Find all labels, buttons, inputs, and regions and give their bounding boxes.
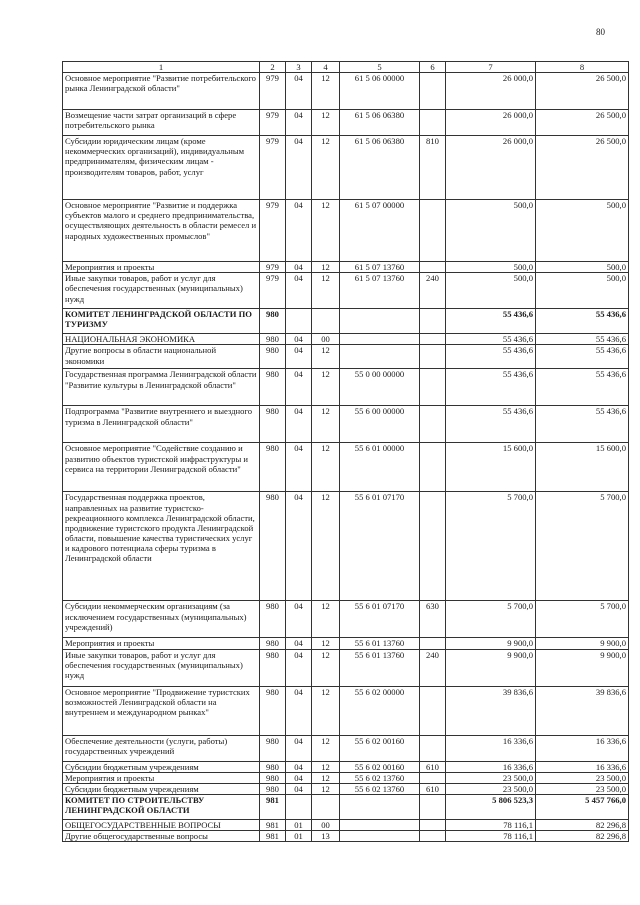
cell-expense xyxy=(420,345,446,369)
cell-section: 04 xyxy=(286,601,312,638)
cell-year2: 55 436,6 xyxy=(536,334,629,345)
budget-table xyxy=(62,61,629,842)
cell-year1: 16 336,6 xyxy=(446,761,536,772)
cell-name: Возмещение части затрат организаций в сфере потребительского рынка xyxy=(63,110,260,136)
table-row xyxy=(63,649,629,686)
cell-target: 55 6 02 00000 xyxy=(340,686,420,735)
cell-code: 980 xyxy=(260,443,286,492)
cell-year2: 26 500,0 xyxy=(536,136,629,200)
cell-name: НАЦИОНАЛЬНАЯ ЭКОНОМИКА xyxy=(63,334,260,345)
cell-subsection: 12 xyxy=(312,73,340,110)
cell-target: 61 5 06 06380 xyxy=(340,136,420,200)
header-row xyxy=(63,62,629,73)
table-row xyxy=(63,406,629,443)
table-row xyxy=(63,831,629,842)
cell-name: Государственная программа Ленинградской области "Развитие культуры в Ленинградской области" xyxy=(63,369,260,406)
table-row xyxy=(63,772,629,783)
cell-expense: 610 xyxy=(420,783,446,794)
cell-year1: 9 900,0 xyxy=(446,649,536,686)
cell-year1: 500,0 xyxy=(446,262,536,273)
table-row xyxy=(63,783,629,794)
cell-year2: 5 457 766,0 xyxy=(536,794,629,819)
cell-name: Мероприятия и проекты xyxy=(63,772,260,783)
cell-name: Государственная поддержка проектов, направленных на развитие туристско-рекреационного комплекса Ленинградской области, продвижение туристского продукта Ленинградской области, повышение качества туристических услуг и кадрового потенциала сферы туризма в Ленинградской области xyxy=(63,492,260,601)
cell-name: КОМИТЕТ ПО СТРОИТЕЛЬСТВУ ЛЕНИНГРАДСКОЙ ОБЛАСТИ xyxy=(63,794,260,819)
cell-expense xyxy=(420,794,446,819)
cell-code: 980 xyxy=(260,638,286,649)
cell-section: 04 xyxy=(286,649,312,686)
cell-subsection: 12 xyxy=(312,735,340,761)
cell-year1: 78 116,1 xyxy=(446,819,536,830)
cell-expense: 240 xyxy=(420,273,446,309)
cell-year1: 500,0 xyxy=(446,273,536,309)
cell-subsection: 00 xyxy=(312,819,340,830)
cell-expense xyxy=(420,369,446,406)
cell-subsection: 12 xyxy=(312,369,340,406)
cell-expense xyxy=(420,831,446,842)
cell-expense xyxy=(420,492,446,601)
cell-target: 55 6 00 00000 xyxy=(340,406,420,443)
cell-target: 55 6 01 07170 xyxy=(340,492,420,601)
table-body xyxy=(63,73,629,842)
cell-year1: 23 500,0 xyxy=(446,772,536,783)
cell-section: 04 xyxy=(286,369,312,406)
cell-expense xyxy=(420,334,446,345)
cell-name: ОБЩЕГОСУДАРСТВЕННЫЕ ВОПРОСЫ xyxy=(63,819,260,830)
cell-target: 55 6 01 00000 xyxy=(340,443,420,492)
cell-expense xyxy=(420,819,446,830)
cell-name: Обеспечение деятельности (услуги, работы) государственных учреждений xyxy=(63,735,260,761)
cell-target: 55 6 02 13760 xyxy=(340,772,420,783)
header-cell-year1: 7 xyxy=(446,62,536,73)
cell-name: Иные закупки товаров, работ и услуг для обеспечения государственных (муниципальных) нужд xyxy=(63,273,260,309)
cell-target: 61 5 07 00000 xyxy=(340,200,420,262)
cell-section: 04 xyxy=(286,443,312,492)
cell-code: 981 xyxy=(260,794,286,819)
cell-expense xyxy=(420,309,446,334)
cell-year2: 23 500,0 xyxy=(536,772,629,783)
cell-target xyxy=(340,819,420,830)
cell-target: 55 6 02 00160 xyxy=(340,761,420,772)
cell-code: 981 xyxy=(260,831,286,842)
table-row xyxy=(63,345,629,369)
cell-subsection: 12 xyxy=(312,649,340,686)
cell-code: 980 xyxy=(260,601,286,638)
cell-year1: 55 436,6 xyxy=(446,309,536,334)
cell-year2: 55 436,6 xyxy=(536,345,629,369)
cell-section: 04 xyxy=(286,735,312,761)
cell-subsection: 12 xyxy=(312,601,340,638)
cell-section: 04 xyxy=(286,110,312,136)
cell-name: Субсидии бюджетным учреждениям xyxy=(63,783,260,794)
cell-year1: 55 436,6 xyxy=(446,369,536,406)
cell-name: Субсидии бюджетным учреждениям xyxy=(63,761,260,772)
table-row xyxy=(63,443,629,492)
cell-name: Подпрограмма "Развитие внутреннего и выездного туризма в Ленинградской области" xyxy=(63,406,260,443)
cell-target xyxy=(340,794,420,819)
cell-name: Мероприятия и проекты xyxy=(63,262,260,273)
cell-subsection: 12 xyxy=(312,262,340,273)
cell-year1: 5 806 523,3 xyxy=(446,794,536,819)
cell-code: 980 xyxy=(260,649,286,686)
cell-code: 979 xyxy=(260,73,286,110)
cell-year2: 15 600,0 xyxy=(536,443,629,492)
cell-section: 04 xyxy=(286,200,312,262)
table-row xyxy=(63,334,629,345)
cell-year1: 39 836,6 xyxy=(446,686,536,735)
cell-subsection xyxy=(312,794,340,819)
cell-year2: 55 436,6 xyxy=(536,369,629,406)
cell-name: Другие общегосударственные вопросы xyxy=(63,831,260,842)
cell-name: Мероприятия и проекты xyxy=(63,638,260,649)
cell-year2: 500,0 xyxy=(536,262,629,273)
cell-code: 980 xyxy=(260,772,286,783)
cell-section xyxy=(286,309,312,334)
header-cell-year2: 8 xyxy=(536,62,629,73)
cell-year2: 26 500,0 xyxy=(536,110,629,136)
header-cell-target: 5 xyxy=(340,62,420,73)
cell-code: 979 xyxy=(260,110,286,136)
table-row xyxy=(63,273,629,309)
cell-expense: 630 xyxy=(420,601,446,638)
cell-section: 04 xyxy=(286,345,312,369)
table-row xyxy=(63,262,629,273)
cell-year1: 500,0 xyxy=(446,200,536,262)
table-row xyxy=(63,735,629,761)
cell-name: Субсидии юридическим лицам (кроме некоммерческих организаций), индивидуальным предпринимателям, физическим лицам - производителям товаров, работ, услуг xyxy=(63,136,260,200)
cell-year1: 16 336,6 xyxy=(446,735,536,761)
table-row xyxy=(63,110,629,136)
cell-name: Субсидии некоммерческим организациям (за исключением государственных (муниципальных) учреждений) xyxy=(63,601,260,638)
cell-subsection: 12 xyxy=(312,761,340,772)
cell-expense: 810 xyxy=(420,136,446,200)
cell-subsection: 12 xyxy=(312,200,340,262)
cell-target: 55 6 01 07170 xyxy=(340,601,420,638)
cell-code: 981 xyxy=(260,819,286,830)
cell-year2: 16 336,6 xyxy=(536,735,629,761)
cell-year2: 9 900,0 xyxy=(536,638,629,649)
cell-subsection: 12 xyxy=(312,443,340,492)
page-number: 80 xyxy=(596,27,605,37)
cell-expense xyxy=(420,772,446,783)
cell-code: 980 xyxy=(260,345,286,369)
table-row xyxy=(63,819,629,830)
cell-year1: 5 700,0 xyxy=(446,492,536,601)
cell-section: 04 xyxy=(286,334,312,345)
header-cell-subsection: 4 xyxy=(312,62,340,73)
cell-name: КОМИТЕТ ЛЕНИНГРАДСКОЙ ОБЛАСТИ ПО ТУРИЗМУ xyxy=(63,309,260,334)
cell-subsection: 12 xyxy=(312,345,340,369)
table-row xyxy=(63,638,629,649)
cell-subsection: 12 xyxy=(312,406,340,443)
cell-code: 980 xyxy=(260,369,286,406)
cell-section: 04 xyxy=(286,273,312,309)
cell-code: 980 xyxy=(260,309,286,334)
cell-section: 04 xyxy=(286,772,312,783)
cell-target: 61 5 06 06380 xyxy=(340,110,420,136)
cell-subsection: 12 xyxy=(312,136,340,200)
cell-expense xyxy=(420,686,446,735)
cell-section: 01 xyxy=(286,819,312,830)
cell-subsection: 12 xyxy=(312,686,340,735)
cell-year2: 5 700,0 xyxy=(536,601,629,638)
cell-code: 980 xyxy=(260,406,286,443)
cell-target xyxy=(340,309,420,334)
cell-section: 04 xyxy=(286,262,312,273)
cell-section: 04 xyxy=(286,136,312,200)
cell-target: 55 6 02 13760 xyxy=(340,783,420,794)
cell-section: 04 xyxy=(286,638,312,649)
cell-target: 55 6 02 00160 xyxy=(340,735,420,761)
cell-code: 979 xyxy=(260,136,286,200)
cell-subsection: 13 xyxy=(312,831,340,842)
cell-subsection: 12 xyxy=(312,110,340,136)
cell-name: Иные закупки товаров, работ и услуг для обеспечения государственных (муниципальных) нужд xyxy=(63,649,260,686)
cell-target xyxy=(340,334,420,345)
cell-year1: 55 436,6 xyxy=(446,406,536,443)
cell-year2: 26 500,0 xyxy=(536,73,629,110)
cell-section: 04 xyxy=(286,783,312,794)
cell-year2: 55 436,6 xyxy=(536,309,629,334)
cell-code: 980 xyxy=(260,783,286,794)
cell-section: 04 xyxy=(286,406,312,443)
cell-year2: 55 436,6 xyxy=(536,406,629,443)
table-row xyxy=(63,73,629,110)
cell-year2: 9 900,0 xyxy=(536,649,629,686)
cell-target: 61 5 07 13760 xyxy=(340,262,420,273)
cell-target xyxy=(340,345,420,369)
cell-year2: 5 700,0 xyxy=(536,492,629,601)
table-row xyxy=(63,309,629,334)
cell-year2: 82 296,8 xyxy=(536,831,629,842)
cell-year1: 26 000,0 xyxy=(446,73,536,110)
table-row xyxy=(63,761,629,772)
cell-expense: 610 xyxy=(420,761,446,772)
cell-target xyxy=(340,831,420,842)
cell-code: 980 xyxy=(260,686,286,735)
header-cell-expense: 6 xyxy=(420,62,446,73)
cell-expense xyxy=(420,443,446,492)
table-row xyxy=(63,136,629,200)
cell-year2: 39 836,6 xyxy=(536,686,629,735)
cell-subsection: 12 xyxy=(312,273,340,309)
cell-name: Основное мероприятие "Содействие созданию и развитию объектов туристской инфраструктуры и сервиса на территории Ленинградской области" xyxy=(63,443,260,492)
cell-section: 04 xyxy=(286,492,312,601)
cell-subsection xyxy=(312,309,340,334)
cell-year1: 55 436,6 xyxy=(446,345,536,369)
cell-name: Основное мероприятие "Продвижение туристских возможностей Ленинградской области на внутреннем и международном рынках" xyxy=(63,686,260,735)
cell-expense xyxy=(420,262,446,273)
cell-subsection: 12 xyxy=(312,492,340,601)
cell-section: 04 xyxy=(286,761,312,772)
cell-year1: 26 000,0 xyxy=(446,110,536,136)
cell-code: 980 xyxy=(260,735,286,761)
table-row xyxy=(63,200,629,262)
cell-expense: 240 xyxy=(420,649,446,686)
cell-name: Основное мероприятие "Развитие потребительского рынка Ленинградской области" xyxy=(63,73,260,110)
cell-year1: 23 500,0 xyxy=(446,783,536,794)
cell-year2: 16 336,6 xyxy=(536,761,629,772)
cell-section xyxy=(286,794,312,819)
header-cell-section: 3 xyxy=(286,62,312,73)
table-row xyxy=(63,601,629,638)
cell-section: 04 xyxy=(286,686,312,735)
cell-section: 01 xyxy=(286,831,312,842)
cell-expense xyxy=(420,200,446,262)
cell-section: 04 xyxy=(286,73,312,110)
cell-code: 980 xyxy=(260,334,286,345)
cell-name: Другие вопросы в области национальной экономики xyxy=(63,345,260,369)
cell-year1: 9 900,0 xyxy=(446,638,536,649)
cell-year1: 55 436,6 xyxy=(446,334,536,345)
cell-year2: 23 500,0 xyxy=(536,783,629,794)
cell-expense xyxy=(420,110,446,136)
cell-subsection: 00 xyxy=(312,334,340,345)
table-row xyxy=(63,794,629,819)
cell-code: 980 xyxy=(260,492,286,601)
cell-year1: 78 116,1 xyxy=(446,831,536,842)
cell-expense xyxy=(420,406,446,443)
table-row xyxy=(63,369,629,406)
cell-code: 979 xyxy=(260,200,286,262)
table-row xyxy=(63,492,629,601)
header-cell-name: 1 xyxy=(63,62,260,73)
cell-year2: 500,0 xyxy=(536,273,629,309)
cell-expense xyxy=(420,73,446,110)
cell-target: 61 5 06 00000 xyxy=(340,73,420,110)
cell-year1: 5 700,0 xyxy=(446,601,536,638)
cell-code: 980 xyxy=(260,761,286,772)
header-cell-code: 2 xyxy=(260,62,286,73)
cell-expense xyxy=(420,638,446,649)
cell-subsection: 12 xyxy=(312,783,340,794)
table-row xyxy=(63,686,629,735)
cell-code: 979 xyxy=(260,273,286,309)
cell-subsection: 12 xyxy=(312,772,340,783)
cell-expense xyxy=(420,735,446,761)
cell-year2: 500,0 xyxy=(536,200,629,262)
cell-target: 55 0 00 00000 xyxy=(340,369,420,406)
cell-subsection: 12 xyxy=(312,638,340,649)
cell-target: 55 6 01 13760 xyxy=(340,649,420,686)
cell-target: 55 6 01 13760 xyxy=(340,638,420,649)
cell-year2: 82 296,8 xyxy=(536,819,629,830)
cell-year1: 15 600,0 xyxy=(446,443,536,492)
cell-target: 61 5 07 13760 xyxy=(340,273,420,309)
cell-name: Основное мероприятие "Развитие и поддержка субъектов малого и среднего предпринимательства, осуществляющих деятельность в области ремесел и народных художественных промыслов" xyxy=(63,200,260,262)
cell-year1: 26 000,0 xyxy=(446,136,536,200)
cell-code: 979 xyxy=(260,262,286,273)
